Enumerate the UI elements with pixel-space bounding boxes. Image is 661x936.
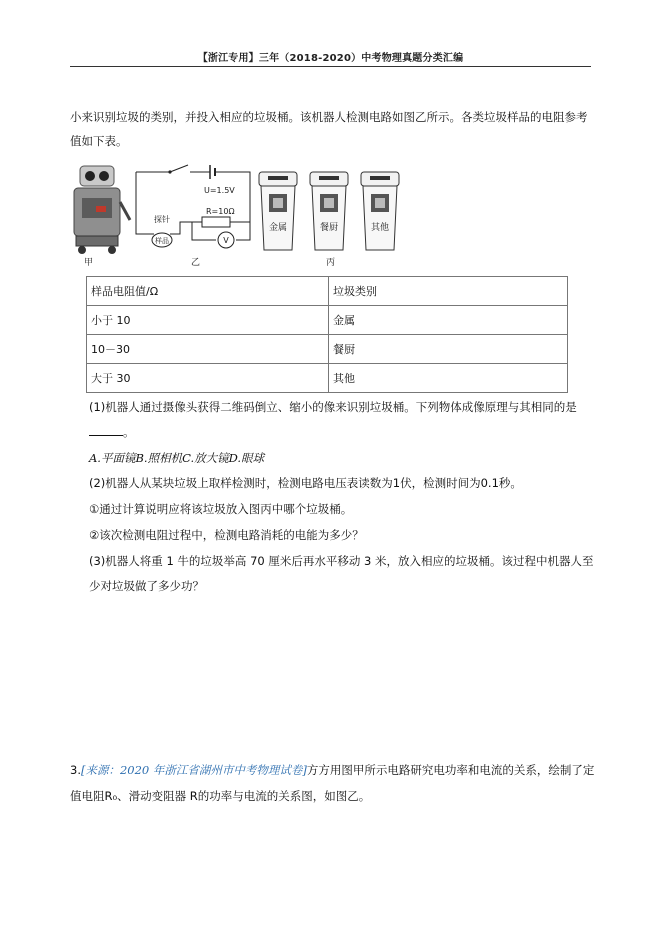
wire-probe-link bbox=[170, 222, 200, 234]
robot-eye-right bbox=[99, 171, 109, 181]
resistance-table bbox=[86, 276, 568, 393]
robot-wheel-left bbox=[78, 246, 86, 254]
table-cell: 其他 bbox=[329, 364, 568, 393]
wire-meter-right bbox=[236, 222, 250, 240]
bin-other bbox=[361, 172, 399, 250]
table-header-row bbox=[87, 277, 568, 306]
resistor-label: R=10Ω bbox=[206, 207, 235, 216]
figure-label-yi: 乙 bbox=[191, 258, 201, 268]
bins-figure bbox=[256, 170, 406, 254]
header-divider bbox=[70, 66, 591, 67]
robot-arm bbox=[120, 202, 130, 220]
figure-label-jia: 甲 bbox=[84, 258, 94, 268]
robot-indicator bbox=[96, 206, 106, 212]
probe-label: 探针 bbox=[154, 215, 170, 224]
table-cell: 小于 10 bbox=[87, 306, 329, 335]
table-header-category: 垃圾类别 bbox=[329, 277, 568, 306]
table-row bbox=[87, 306, 568, 335]
figure-label-bing: 丙 bbox=[326, 258, 336, 268]
resistor-symbol bbox=[202, 217, 230, 227]
question-2-part-2: ②该次检测电阻过程中，检测电路消耗的电能为多少？ bbox=[89, 528, 364, 542]
question-3-line-2: 少对垃圾做了多少功？ bbox=[89, 579, 204, 593]
robot-figure bbox=[62, 162, 132, 262]
bin-label-metal: 金属 bbox=[268, 223, 288, 233]
answer-blank[interactable] bbox=[89, 423, 123, 436]
table-cell: 10－30 bbox=[87, 335, 329, 364]
question-1-line-1: (1)机器人通过摄像头获得二维码倒立、缩小的像来识别垃圾桶。下列物体成像原理与其相同的是 bbox=[89, 400, 577, 414]
question-1-blank-tail: 。 bbox=[123, 425, 135, 439]
table-header-resistance: 样品电阻值/Ω bbox=[87, 277, 329, 306]
table-cell: 金属 bbox=[329, 306, 568, 335]
question-3-line-1: (3)机器人将重 1 牛的垃圾举高 70 厘米后再水平移动 3 米，放入相应的垃圾桶。该过程中机器人至 bbox=[89, 554, 594, 568]
page-header: 【浙江专用】三年（2018-2020）中考物理真题分类汇编 bbox=[197, 53, 464, 64]
table-row bbox=[87, 335, 568, 364]
table-cell: 餐厨 bbox=[329, 335, 568, 364]
sample-label: 样品 bbox=[155, 237, 169, 245]
problem-3-line-1 bbox=[70, 759, 600, 781]
wire-left bbox=[136, 172, 154, 234]
question-1-options: A.平面镜B.照相机C.放大镜D.眼球 bbox=[89, 451, 265, 465]
robot-eye-left bbox=[85, 171, 95, 181]
question-2-part-1: ①通过计算说明应将该垃圾放入图丙中哪个垃圾桶。 bbox=[89, 502, 353, 516]
bin-label-other: 其他 bbox=[370, 223, 390, 233]
table-row bbox=[87, 364, 568, 393]
intro-line-1: 小来识别垃圾的类别，并投入相应的垃圾桶。该机器人检测电路如图乙所示。各类垃圾样品的电阻参考 bbox=[70, 110, 588, 124]
problem-3-number: 3. bbox=[70, 763, 81, 777]
robot-wheel-right bbox=[108, 246, 116, 254]
problem-3-text: 方方用图甲所示电路研究电功率和电流的关系，绘制了定 bbox=[306, 763, 595, 777]
switch-lever bbox=[170, 165, 188, 172]
bin-metal bbox=[259, 172, 297, 250]
question-1-line-2 bbox=[89, 421, 135, 443]
voltage-label: U=1.5V bbox=[204, 186, 235, 195]
problem-3-line-2: 值电阻R₀、滑动变阻器 R的功率与电流的关系图，如图乙。 bbox=[70, 789, 371, 803]
switch-pivot bbox=[168, 170, 171, 173]
voltmeter-letter: V bbox=[223, 236, 229, 245]
table-cell: 大于 30 bbox=[87, 364, 329, 393]
intro-line-2: 值如下表。 bbox=[70, 134, 128, 148]
bin-kitchen bbox=[310, 172, 348, 250]
robot-base bbox=[76, 236, 118, 246]
circuit-diagram bbox=[130, 162, 258, 257]
question-2: (2)机器人从某块垃圾上取样检测时，检测电路电压表读数为1伏，检测时间为0.1秒。 bbox=[89, 476, 522, 490]
bin-label-kitchen: 餐厨 bbox=[319, 223, 339, 233]
problem-3-source: [来源：2020 年浙江省湖州市中考物理试卷] bbox=[80, 763, 307, 777]
